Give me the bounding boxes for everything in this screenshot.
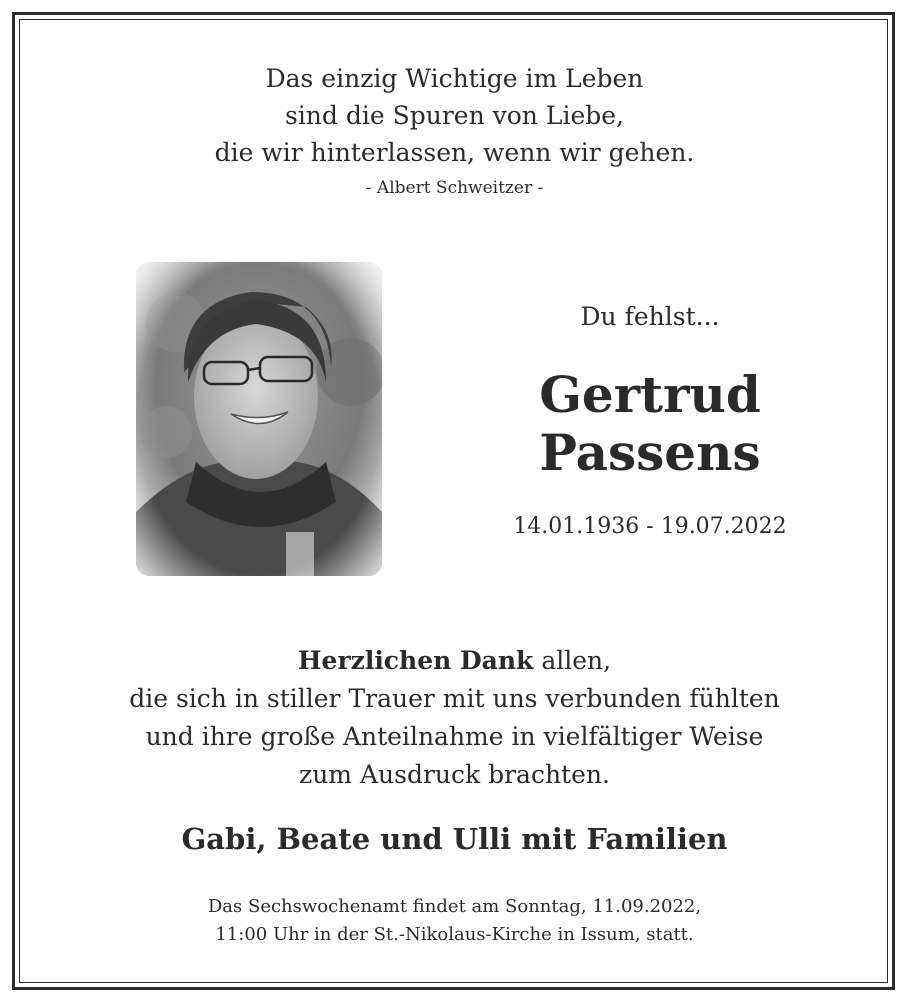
photo-vignette xyxy=(136,262,382,576)
last-name: Passens xyxy=(539,423,761,482)
thanks-line: die sich in stiller Trauer mit uns verbunden fühlten xyxy=(129,684,780,713)
thanks-rest: allen, xyxy=(533,646,612,675)
notice-line: 11:00 Uhr in der St.-Nikolaus-Kirche in Issum, statt. xyxy=(215,924,694,945)
service-notice xyxy=(0,893,909,949)
thanks-line: und ihre große Anteilnahme in vielfältiger Weise xyxy=(145,722,764,751)
first-name: Gertrud xyxy=(539,365,761,424)
notice-line: Das Sechswochenamt findet am Sonntag, 11.09.2022, xyxy=(207,896,702,917)
quote xyxy=(0,60,909,171)
intro-text: Du fehlst... xyxy=(580,302,720,331)
quote-author: - Albert Schweitzer - xyxy=(365,178,544,198)
quote-line: sind die Spuren von Liebe, xyxy=(284,101,624,130)
quote-line: Das einzig Wichtige im Leben xyxy=(265,64,644,93)
family-signature: Gabi, Beate und Ulli mit Familien xyxy=(181,822,728,856)
deceased-name xyxy=(500,366,800,482)
life-dates: 14.01.1936 - 19.07.2022 xyxy=(513,514,787,539)
thanks-first-line xyxy=(0,642,909,680)
thanks-bold: Herzlichen Dank xyxy=(297,646,534,675)
thanks-text xyxy=(0,642,909,794)
thanks-line: zum Ausdruck brachten. xyxy=(299,760,610,789)
quote-line: die wir hinterlassen, wenn wir gehen. xyxy=(214,138,695,167)
portrait-photo xyxy=(136,262,382,576)
